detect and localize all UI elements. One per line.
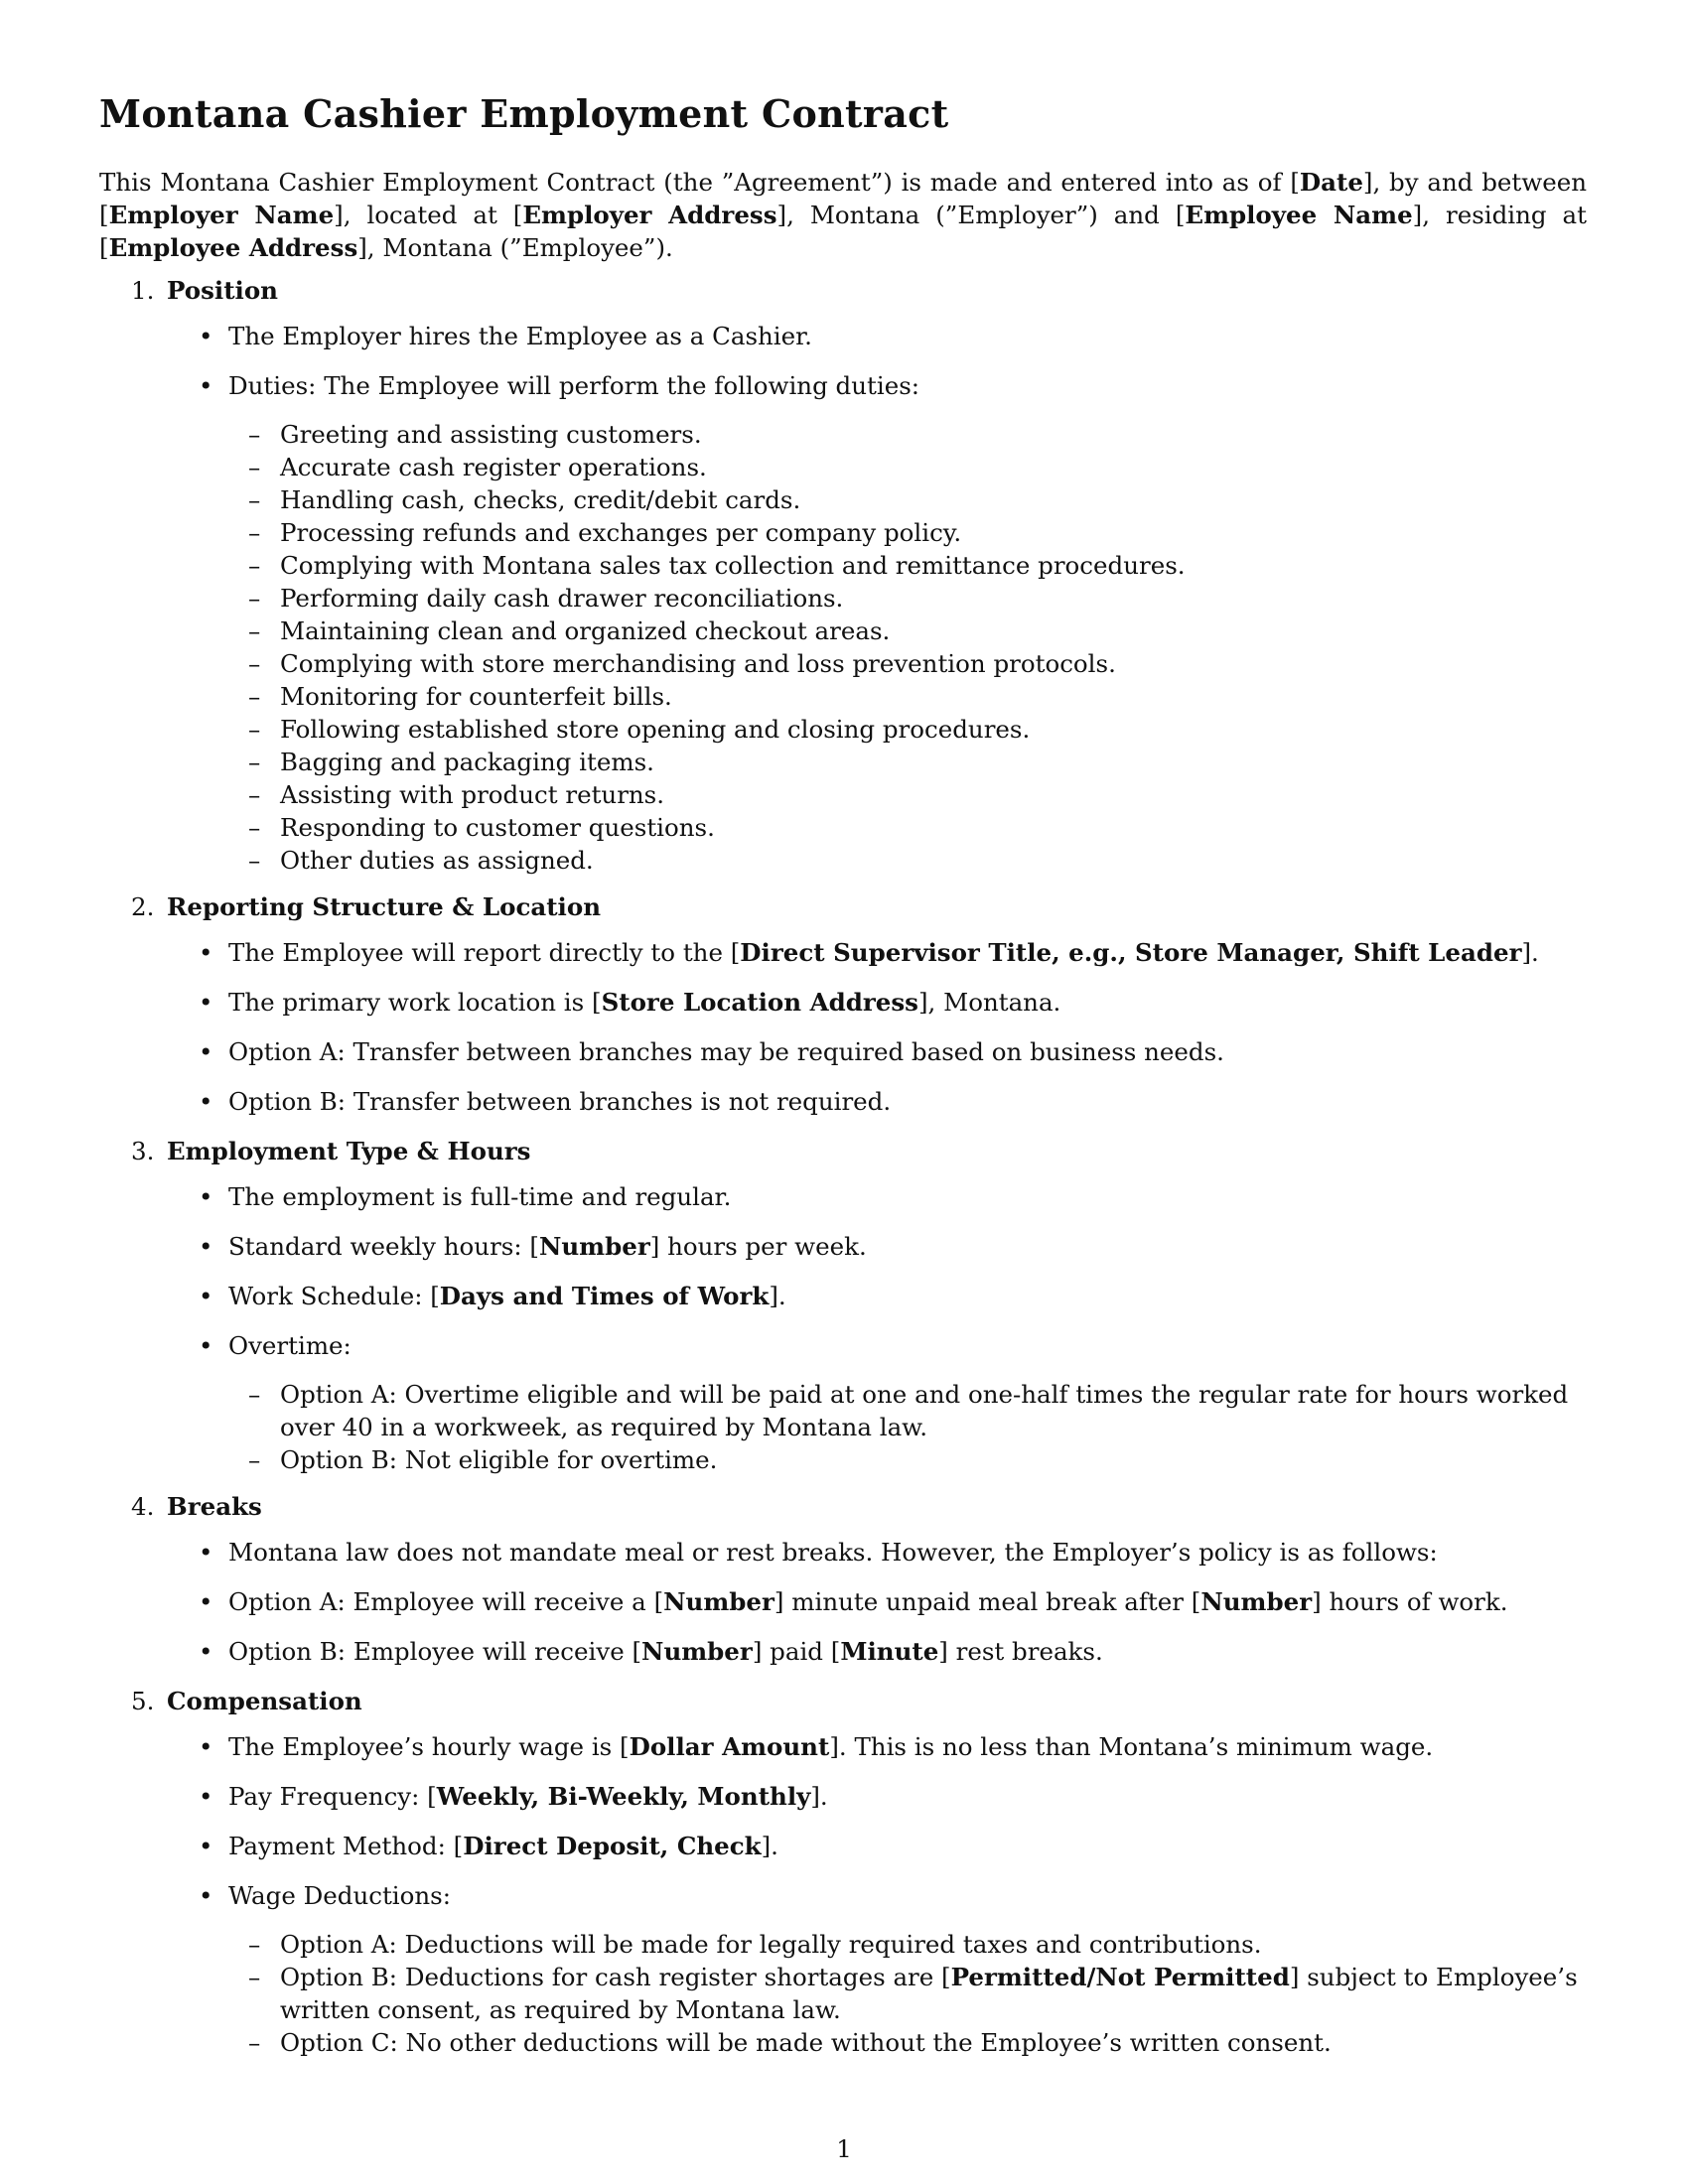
text-run: ]. [1521, 938, 1539, 967]
text-run: Overtime: [228, 1331, 352, 1360]
section-title: Breaks [167, 1492, 262, 1521]
sub-list [99, 418, 1587, 877]
text-run: Duties: The Employee will perform the following duties: [228, 371, 920, 400]
text-run: ] rest breaks. [938, 1637, 1103, 1666]
bullet-text [228, 1085, 1587, 1118]
sub-item: – Performing daily cash drawer reconciliations. [99, 582, 1587, 614]
sub-item: – Accurate cash register operations. [99, 451, 1587, 483]
text-run: ] hours per week. [649, 1232, 867, 1261]
sub-item: – Responding to customer questions. [99, 811, 1587, 844]
bullet-text [228, 1329, 1587, 1362]
text-run: The Employer hires the Employee as a Cashier. [228, 322, 812, 350]
section-3 [99, 1135, 1587, 1476]
text-run: Payment Method: [ [228, 1832, 464, 1860]
placeholder-field: Dollar Amount [629, 1732, 830, 1761]
sub-item: – Other duties as assigned. [99, 844, 1587, 877]
bullet-text [228, 320, 1587, 352]
text-run: This Montana Cashier Employment Contract (the ”Agreement”) is made and entered into as of [99, 168, 1291, 197]
placeholder-field: Number [641, 1637, 753, 1666]
text-run: ]. [810, 1782, 828, 1811]
bullet-item [99, 986, 1587, 1019]
placeholder-field: Minute [840, 1637, 939, 1666]
sections-list [99, 274, 1587, 2059]
sub-item: – Greeting and assisting customers. [99, 418, 1587, 451]
text-run: The employment is full-time and regular. [228, 1182, 732, 1211]
page-number: 1 [836, 2134, 852, 2163]
text-run: The Employee’s hourly wage is [ [228, 1732, 630, 1761]
placeholder-field: Store Location Address [601, 988, 918, 1017]
bullet-text [228, 1635, 1587, 1668]
text-run: ] subject to Employee’s written consent, as required by Montana law. [280, 1963, 1578, 2024]
sub-item: – Assisting with product returns. [99, 778, 1587, 811]
text-run: Option A: Employee will receive a [ [228, 1587, 664, 1616]
bullet-list [99, 320, 1587, 877]
bullet-item [99, 1730, 1587, 1763]
text-run: ], Montana (”Employer”) and [ [776, 201, 1186, 229]
text-run: The Employee will report directly to the [ [228, 938, 741, 967]
sub-list [99, 1378, 1587, 1476]
placeholder-field: Employee Name [1185, 201, 1413, 229]
sub-item: – Complying with store merchandising and loss prevention protocols. [99, 647, 1587, 680]
section-title: Reporting Structure & Location [167, 892, 602, 921]
section-1 [99, 274, 1587, 877]
section-number: 5. [131, 1687, 155, 1715]
bullet-item [99, 1085, 1587, 1118]
placeholder-field: Number [1200, 1587, 1313, 1616]
placeholder-field: Weekly, Bi-Weekly, Monthly [436, 1782, 811, 1811]
section-number: 4. [131, 1492, 155, 1521]
section-2 [99, 890, 1587, 1118]
section-heading [99, 1490, 1587, 1523]
text-run: ], by and between [ [99, 168, 1587, 229]
text-run: ], located at [ [334, 201, 523, 229]
text-run: Option A: Transfer between branches may be required based on business needs. [228, 1037, 1224, 1066]
section-number: 1. [131, 276, 155, 305]
document-title: Montana Cashier Employment Contract [99, 91, 949, 136]
bullet-text [228, 1879, 1587, 1912]
bullet-list [99, 1730, 1587, 2059]
section-title: Employment Type & Hours [167, 1137, 531, 1165]
placeholder-field: Number [663, 1587, 774, 1616]
section-title: Position [167, 276, 278, 305]
text-run: Option B: Deductions for cash register shortages are [ [280, 1963, 951, 1991]
text-run: Work Schedule: [ [228, 1282, 440, 1310]
bullet-text [228, 369, 1587, 402]
section-heading [99, 274, 1587, 307]
placeholder-field: Direct Supervisor Title, e.g., Store Manager, Shift Leader [740, 938, 1522, 967]
bullet-item [99, 1035, 1587, 1068]
bullet-text [228, 986, 1587, 1019]
bullet-text [228, 1035, 1587, 1068]
sub-item [99, 1928, 1587, 1961]
text-run: ] hours of work. [1312, 1587, 1508, 1616]
text-run: Wage Deductions: [228, 1881, 451, 1910]
sub-item: – Handling cash, checks, credit/debit cards. [99, 483, 1587, 516]
bullet-text [228, 1780, 1587, 1813]
placeholder-field: Permitted/Not Permitted [950, 1963, 1290, 1991]
bullet-text [228, 1280, 1587, 1312]
text-run: ], Montana. [917, 988, 1061, 1017]
placeholder-field: Days and Times of Work [439, 1282, 770, 1310]
bullet-item [99, 1635, 1587, 1668]
sub-item: – Option A: Overtime eligible and will be paid at one and one-half times the regular rate for hours worked over 40 in a workweek, as required by Montana law. [99, 1378, 1587, 1443]
section-heading [99, 1685, 1587, 1717]
text-run: ]. [761, 1832, 778, 1860]
bullet-item [99, 936, 1587, 969]
text-run: Option A: Deductions will be made for legally required taxes and contributions. [280, 1930, 1262, 1959]
section-4 [99, 1490, 1587, 1668]
bullet-item [99, 1585, 1587, 1618]
intro-paragraph [99, 166, 1587, 264]
bullet-item [99, 320, 1587, 352]
bullet-list [99, 936, 1587, 1118]
text-run: ], residing at [ [99, 201, 1587, 262]
bullet-item [99, 1879, 1587, 2059]
placeholder-field: Direct Deposit, Check [463, 1832, 762, 1860]
sub-item [99, 1961, 1587, 2026]
sub-list [99, 1928, 1587, 2059]
bullet-list [99, 1536, 1587, 1668]
bullet-item [99, 1780, 1587, 1813]
section-title: Compensation [167, 1687, 362, 1715]
section-heading [99, 890, 1587, 923]
text-run: Standard weekly hours: [ [228, 1232, 539, 1261]
sub-item: – Processing refunds and exchanges per company policy. [99, 516, 1587, 549]
bullet-text [228, 1180, 1587, 1213]
section-number: 2. [131, 892, 155, 921]
bullet-item [99, 1280, 1587, 1312]
text-run: ], Montana (”Employee”). [357, 233, 673, 262]
bullet-item [99, 1230, 1587, 1263]
placeholder-field: Employee Address [108, 233, 358, 262]
placeholder-field: Number [538, 1232, 650, 1261]
section-heading [99, 1135, 1587, 1167]
bullet-item [99, 1329, 1587, 1476]
text-run: ]. This is no less than Montana’s minimum wage. [829, 1732, 1434, 1761]
placeholder-field: Employer Address [522, 201, 777, 229]
text-run: ]. [769, 1282, 786, 1310]
sub-item: – Option B: Not eligible for overtime. [99, 1443, 1587, 1476]
text-run: ] minute unpaid meal break after [ [774, 1587, 1201, 1616]
text-run: The primary work location is [ [228, 988, 602, 1017]
text-run: Option C: No other deductions will be made without the Employee’s written consent. [280, 2028, 1332, 2057]
bullet-item [99, 369, 1587, 877]
text-run: Option B: Transfer between branches is not required. [228, 1087, 892, 1116]
section-number: 3. [131, 1137, 155, 1165]
bullet-list [99, 1180, 1587, 1476]
placeholder-field: Date [1299, 168, 1363, 197]
sub-item: – Complying with Montana sales tax collection and remittance procedures. [99, 549, 1587, 582]
section-5 [99, 1685, 1587, 2059]
sub-item: – Bagging and packaging items. [99, 746, 1587, 778]
text-run: Option B: Employee will receive [ [228, 1637, 642, 1666]
sub-item: – Following established store opening and closing procedures. [99, 713, 1587, 746]
bullet-text [228, 936, 1587, 969]
bullet-text [228, 1830, 1587, 1862]
bullet-text [228, 1730, 1587, 1763]
bullet-item [99, 1536, 1587, 1569]
sub-item: – Monitoring for counterfeit bills. [99, 680, 1587, 713]
document-page [99, 91, 1587, 2073]
bullet-item [99, 1830, 1587, 1862]
sub-item: – Maintaining clean and organized checkout areas. [99, 614, 1587, 647]
text-run: Montana law does not mandate meal or rest breaks. However, the Employer’s policy is as follows: [228, 1538, 1438, 1567]
bullet-text [228, 1230, 1587, 1263]
bullet-text [228, 1585, 1587, 1618]
text-run: [ [1290, 168, 1300, 197]
text-run: ] paid [ [752, 1637, 841, 1666]
bullet-text [228, 1536, 1587, 1569]
sub-item [99, 2026, 1587, 2059]
text-run: Pay Frequency: [ [228, 1782, 437, 1811]
bullet-item [99, 1180, 1587, 1213]
placeholder-field: Employer Name [108, 201, 335, 229]
